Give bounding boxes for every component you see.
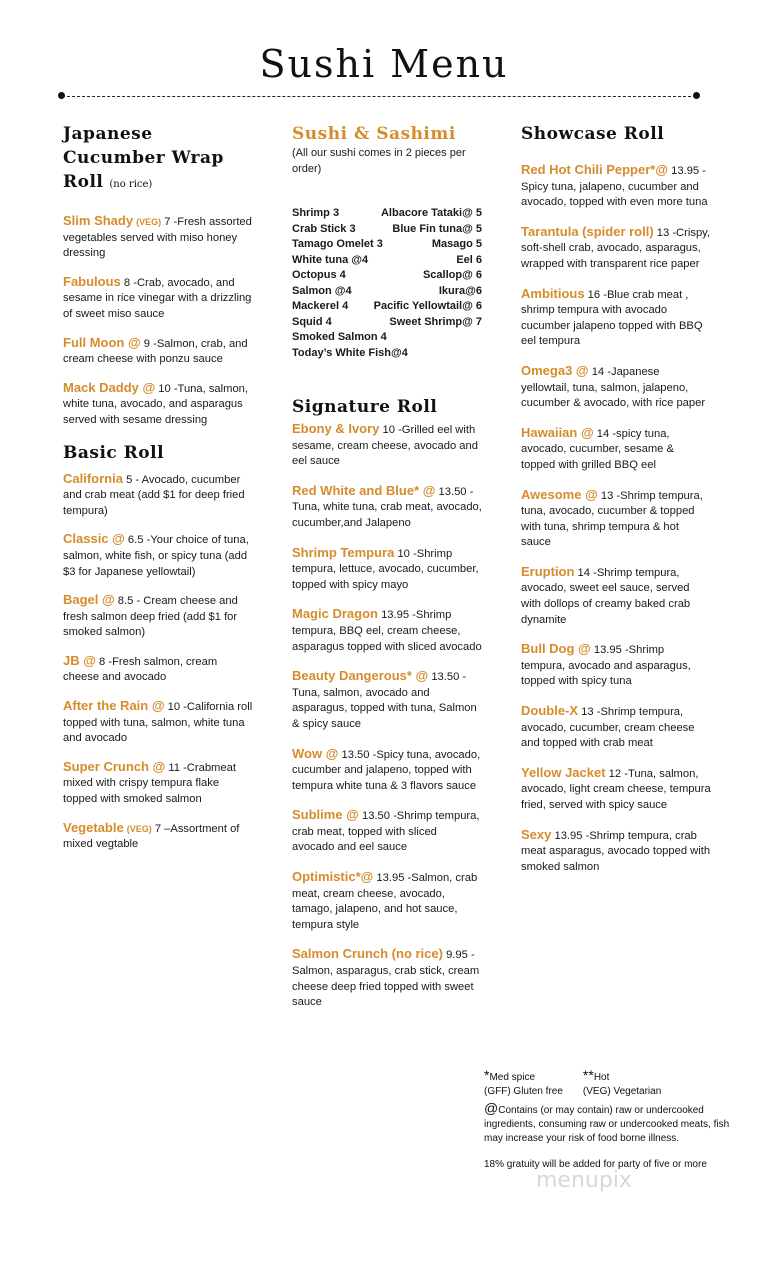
menu-item: [521, 765, 711, 814]
menu-item-description: 13 -Shrimp tempura, tuna, avocado, cucumber & topped with tuna, shrimp tempura & hot sauce: [521, 489, 703, 549]
rule-right-dot: [693, 92, 700, 99]
menu-item: [292, 869, 482, 933]
menu-item-name: Ebony & Ivory: [292, 421, 380, 436]
menu-item-name: After the Rain @: [63, 698, 165, 714]
menu-item-description: 10 -California roll topped with tuna, salmon, white tuna and avocado: [63, 701, 253, 745]
sushi-row: [292, 253, 482, 269]
menu-item-description: 11 -Crabmeat mixed with crispy tempura flake topped with smoked salmon: [63, 761, 236, 806]
sushi-row: [292, 346, 482, 362]
menu-item-name: JB @: [63, 652, 96, 668]
menu-item-description: 10 -Shrimp tempura, lettuce, avocado, cucumber, topped with spicy mayo: [292, 547, 479, 591]
menu-item: [63, 274, 253, 323]
menu-item-description: 13.50 -Tuna, white tuna, crab meat, avocado, cucumber,and Jalapeno: [292, 485, 482, 529]
menu-item-name: Hawaiian @: [521, 424, 594, 440]
section-heading-basic-roll: Basic Roll: [63, 442, 165, 463]
menu-item-name: Red Hot Chili Pepper*@: [521, 162, 669, 177]
menu-item: [63, 471, 253, 520]
column-left: [63, 122, 253, 865]
menu-item-description: 8.5 - Cream cheese and fresh salmon deep fried (add $1 for smoked salmon): [63, 595, 238, 639]
menu-item: [292, 746, 482, 795]
sushi-row: [292, 299, 482, 315]
raw-warning-text: Contains (or may contain) raw or undercooked ingredients, consuming raw or undercooked meats, fish may increase your risk of food borne illness.: [484, 1105, 730, 1144]
menu-item: [63, 653, 253, 686]
menu-item-description: 14 -spicy tuna, avocado, cucumber, sesame & topped with grilled BBQ eel: [521, 427, 674, 471]
menu-item: [63, 531, 253, 580]
menu-item-name: Bull Dog @: [521, 641, 591, 657]
sushi-item-left: Tamago Omelet 3: [292, 238, 383, 250]
menu-title: Sushi Menu: [259, 42, 509, 86]
raw-warning-mark: @: [484, 1100, 499, 1116]
menu-item-name: Fabulous: [63, 273, 121, 289]
menu-item-name: Tarantula (spider roll): [521, 223, 654, 239]
showcase-roll-list: [521, 162, 711, 875]
menu-item: [63, 213, 253, 262]
menu-item-description: 6.5 -Your choice of tuna, salmon, white fish, or spicy tuna (add $3 for Japanese yellowtail): [63, 534, 249, 578]
menu-item-description: 9.95 -Salmon, asparagus, crab stick, cream cheese deep fried topped with sweet sauce: [292, 949, 480, 1009]
menu-item-name: Salmon Crunch (no rice): [292, 946, 443, 962]
sushi-item-left: White tuna @4: [292, 253, 369, 266]
menu-item: [292, 668, 482, 732]
menu-item-name: Magic Dragon: [292, 606, 378, 622]
menu-item-description: 13.95 -Shrimp tempura, avocado and asparagus, topped with spicy tuna: [521, 644, 691, 688]
menu-item-description: 8 -Crab, avocado, and sesame in rice vinegar with a drizzling of sweet miso sauce: [63, 276, 252, 320]
menu-item-description: 13.95 -Shrimp tempura, BBQ eel, cream cheese, asparagus topped with sliced avocado: [292, 609, 482, 653]
sushi-item-left: Smoked Salmon 4: [292, 331, 387, 343]
menu-item-name: Yellow Jacket: [521, 764, 606, 780]
menu-item-name: California: [63, 470, 123, 486]
sushi-item-left: Crab Stick 3: [292, 222, 356, 235]
cucumber-heading-text: Japanese Cucumber Wrap Roll: [63, 124, 224, 192]
menu-item: [521, 703, 711, 752]
basic-roll-list: [63, 471, 253, 853]
sushi-item-right: Albacore Tataki@ 5: [380, 207, 482, 219]
menu-item: [521, 162, 711, 211]
menu-item-description: 5 - Avocado, cucumber and crab meat (add $1 for deep fried tempura): [63, 473, 245, 517]
menu-item-name: Awesome @: [521, 486, 598, 502]
menu-item-name: Optimistic*@: [292, 869, 374, 885]
menu-item-name: Classic @: [63, 531, 125, 547]
section-heading-sushi-sashimi: Sushi & Sashimi: [292, 124, 456, 144]
menu-item: [521, 286, 711, 350]
gratuity-note: 18% gratuity will be added for party of five or more: [484, 1159, 707, 1170]
menu-item: [292, 483, 482, 532]
title-divider: [62, 96, 696, 97]
menu-item: [292, 545, 482, 594]
sushi-item-left: Octopus 4: [292, 269, 346, 281]
menu-item-description: 13.95 -Spicy tuna, jalapeno, cucumber and avocado, topped with even more tuna: [521, 165, 708, 209]
cucumber-wrap-list: [63, 213, 253, 429]
hot-mark: **: [582, 1067, 594, 1083]
menu-item-description: 13 -Crispy, soft-shell crab, avocado, asparagus, wrapped with transparent rice paper: [521, 226, 711, 270]
menu-item: [521, 363, 711, 412]
sushi-item-left: Today’s White Fish@4: [292, 346, 408, 359]
menu-item-tag: (VEG): [126, 823, 152, 834]
menu-item-tag: (VEG): [136, 217, 162, 227]
menu-item-description: 7 –Assortment of mixed vegtable: [63, 822, 240, 851]
gluten-free-label: (GFF) Gluten free: [484, 1086, 563, 1097]
menu-item-description: 14 -Shrimp tempura, avocado, sweet eel sauce, served with dollops of creamy baked crab dynamite: [521, 566, 691, 626]
sushi-price-list: [292, 206, 482, 361]
sushi-item-right: Blue Fin tuna@ 5: [392, 222, 482, 235]
menu-item-name: Sexy: [521, 826, 552, 842]
sushi-row: [292, 330, 482, 346]
menu-item-name: Super Crunch @: [63, 758, 166, 774]
sushi-item-left: Shrimp 3: [292, 207, 340, 219]
menu-item-name: Shrimp Tempura: [292, 544, 395, 560]
menu-item-name: Slim Shady: [63, 213, 134, 228]
menu-item: [63, 380, 253, 429]
sushi-item-left: Squid 4: [292, 315, 332, 328]
menu-item-name: Beauty Dangerous* @: [292, 668, 429, 684]
menu-item-description: 12 -Tuna, salmon, avocado, light cream cheese, tempura fried, served with spicy sauce: [521, 767, 711, 811]
menu-item: [63, 698, 253, 747]
sushi-item-right: Pacific Yellowtail@ 6: [373, 300, 482, 312]
column-middle: [292, 122, 482, 1024]
menu-item: [521, 641, 711, 690]
sushi-row: [292, 237, 482, 253]
med-spice-mark: *: [484, 1067, 490, 1083]
med-spice-label: Med spice: [489, 1072, 536, 1083]
sushi-row: [292, 268, 482, 284]
menu-item-description: 16 -Blue crab meat , shrimp tempura with avocado cucumber jalapeno topped with BBQ eel tempura: [521, 288, 703, 348]
signature-roll-list: [292, 421, 482, 1011]
hot-label: Hot: [593, 1072, 610, 1083]
menu-item-name: Full Moon @: [63, 334, 141, 350]
sushi-row: [292, 206, 482, 222]
menu-item: [63, 335, 253, 368]
menu-item: [521, 425, 711, 474]
sushi-item-right: Sweet Shrimp@ 7: [389, 315, 482, 328]
menu-item-name: Red White and Blue* @: [292, 482, 436, 498]
menu-item: [292, 606, 482, 655]
menu-item-description: 7 -Fresh assorted vegetables served with miso honey dressing: [63, 216, 252, 260]
section-heading-cucumber-wrap: [63, 122, 253, 197]
sushi-item-left: Mackerel 4: [292, 300, 349, 312]
menu-item-description: 13 -Shrimp tempura, avocado, cucumber, cream cheese and topped with crab meat: [521, 706, 695, 750]
menu-item: [292, 807, 482, 856]
menu-item: [521, 487, 711, 551]
menu-item-name: Vegetable: [63, 819, 124, 835]
sushi-item-right: Ikura@6: [438, 284, 482, 297]
sushi-item-right: Masago 5: [431, 238, 482, 250]
vegetarian-label: (VEG) Vegetarian: [582, 1086, 662, 1097]
menu-item: [521, 224, 711, 273]
column-right: [521, 122, 711, 888]
menu-item-description: 13.50 -Spicy tuna, avocado, cucumber and jalapeno, topped with tempura white tuna & 3 flavors sauce: [292, 748, 481, 792]
sushi-note: (All our sushi comes in 2 pieces per order): [292, 147, 466, 175]
menu-item-description: 13.95 -Shrimp tempura, crab meat asparagus, avocado topped with smoked salmon: [521, 829, 711, 873]
sushi-item-right: Scallop@ 6: [422, 269, 482, 281]
sushi-row: [292, 284, 482, 300]
menu-item: [63, 820, 253, 853]
menu-item-name: Bagel @: [63, 592, 115, 608]
menu-item-name: Eruption: [521, 563, 575, 579]
menu-item-name: Ambitious: [521, 285, 585, 301]
sushi-item-right: Eel 6: [456, 253, 482, 266]
sushi-item-left: Salmon @4: [292, 284, 352, 297]
menu-item-description: 13.95 -Salmon, crab meat, cream cheese, avocado, tamago, jalapeno, and hot sauce, tempura style: [292, 872, 478, 931]
watermark: menupix: [536, 1168, 632, 1193]
menu-item-name: Double-X: [521, 703, 579, 719]
menu-item: [63, 759, 253, 808]
menu-item: [521, 564, 711, 628]
menu-item-description: 8 -Fresh salmon, cream cheese and avocado: [63, 655, 218, 684]
menu-item-description: 10 -Tuna, salmon, white tuna, avocado, and asparagus served with sesame dressing: [63, 382, 249, 426]
menu-item-description: 13.50 - Tuna, salmon, avocado and asparagus, topped with tuna, Salmon & spicy sauce: [292, 671, 477, 730]
menu-item-description: 10 -Grilled eel with sesame, cream cheese, avocado and eel sauce: [292, 424, 478, 468]
menu-item-name: Sublime @: [292, 807, 359, 823]
menu-item-description: 9 -Salmon, crab, and cream cheese with ponzu sauce: [63, 337, 248, 366]
menu-item: [292, 946, 482, 1010]
section-heading-signature-roll: Signature Roll: [292, 397, 438, 417]
menu-item: [292, 421, 482, 470]
menu-item-name: Mack Daddy @: [63, 379, 156, 395]
legend: [484, 1068, 734, 1172]
section-heading-showcase-roll: Showcase Roll: [521, 124, 665, 144]
menu-item: [521, 827, 711, 876]
menu-item-name: Wow @: [292, 745, 339, 761]
sushi-row: [292, 315, 482, 331]
menu-item-description: 14 -Japanese yellowtail, tuna, salmon, jalapeno, cucumber & avocado, with rice paper: [521, 365, 706, 410]
menu-item: [63, 592, 253, 641]
cucumber-heading-note: (no rice): [109, 179, 153, 190]
menu-item-description: 13.50 -Shrimp tempura, crab meat, topped with sliced avocado and eel sauce: [292, 810, 480, 854]
sushi-row: [292, 222, 482, 238]
menu-item-name: Omega3 @: [521, 362, 589, 378]
